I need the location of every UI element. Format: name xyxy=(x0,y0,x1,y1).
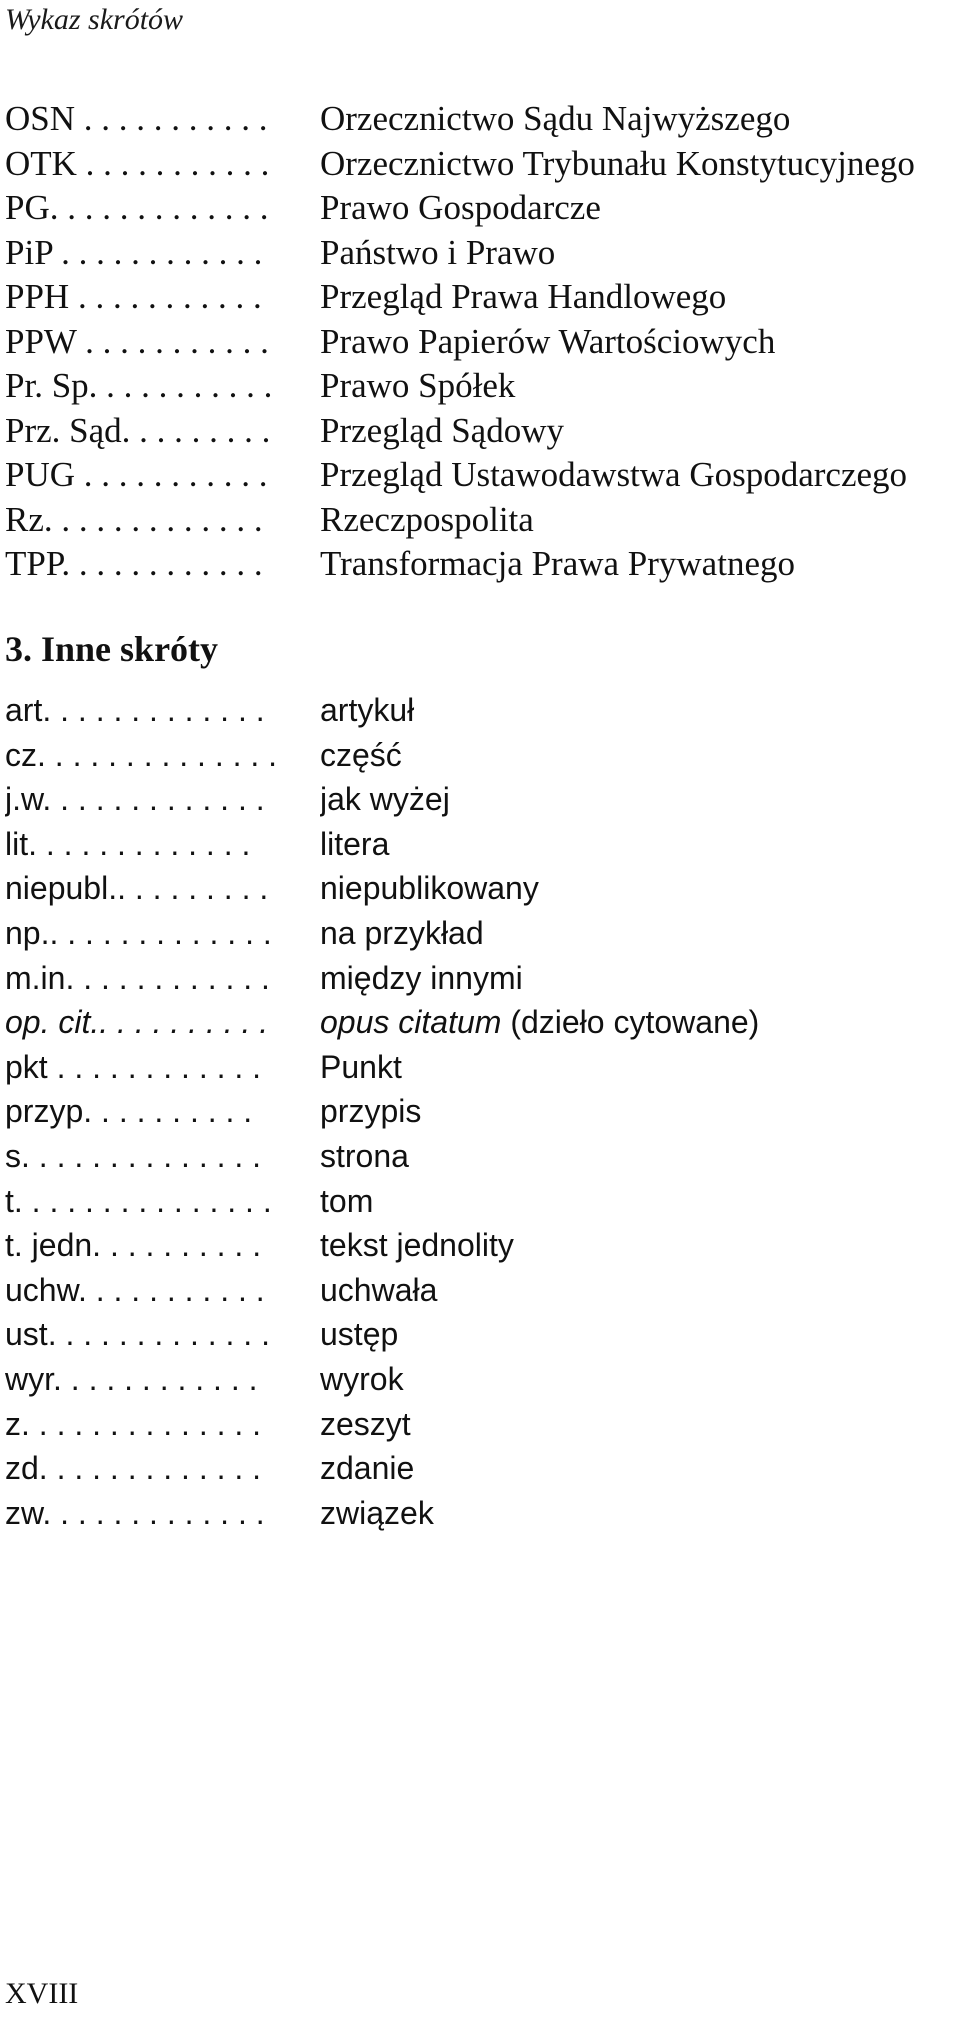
abbreviation: Pr. Sp. . . . . . . . . . . xyxy=(5,366,273,405)
abbreviation-meaning: ustęp xyxy=(320,1316,399,1353)
abbreviation-meaning: tom xyxy=(320,1182,374,1219)
abbreviation: Rz. . . . . . . . . . . . . xyxy=(5,499,263,539)
abbreviation-meaning xyxy=(320,1000,955,1045)
list-item xyxy=(5,142,955,187)
list-item xyxy=(5,498,955,543)
abbreviation-meaning: litera xyxy=(320,825,390,862)
list-item xyxy=(5,1491,955,1536)
other-abbreviations-list xyxy=(5,688,955,1535)
page-number: XVIII xyxy=(5,1977,79,2010)
list-item xyxy=(5,956,955,1001)
list-item xyxy=(5,231,955,276)
latin-term-translation: (dzieło cytowane) xyxy=(501,1004,760,1041)
abbreviation-meaning: strona xyxy=(320,1137,409,1174)
abbreviation: t. . . . . . . . . . . . . . . xyxy=(5,1182,272,1219)
abbreviation: PUG . . . . . . . . . . . xyxy=(5,455,268,494)
list-item xyxy=(5,1223,955,1268)
abbreviation: PPH . . . . . . . . . . . xyxy=(5,277,262,316)
section-heading: 3. Inne skróty xyxy=(5,629,219,669)
abbreviation-meaning: Przegląd Sądowy xyxy=(320,410,564,450)
abbreviation-meaning: przypis xyxy=(320,1093,422,1130)
list-item xyxy=(5,733,955,778)
abbreviation-meaning: część xyxy=(320,736,402,773)
list-item xyxy=(5,97,955,142)
abbreviation: art. . . . . . . . . . . . . xyxy=(5,692,265,728)
abbreviation: TPP. . . . . . . . . . . . xyxy=(5,544,263,583)
abbreviation: PG. . . . . . . . . . . . . xyxy=(5,188,269,227)
abbreviation-meaning: związek xyxy=(320,1494,434,1531)
abbreviation: j.w. . . . . . . . . . . . . xyxy=(5,781,265,818)
abbreviation: s. . . . . . . . . . . . . . xyxy=(5,1137,262,1174)
list-item xyxy=(5,688,955,733)
list-item xyxy=(5,1045,955,1090)
list-item xyxy=(5,275,955,320)
journal-abbreviations-list xyxy=(5,97,955,587)
list-item xyxy=(5,1312,955,1357)
abbreviation: Prz. Sąd. . . . . . . . . xyxy=(5,410,271,450)
abbreviation-meaning: Prawo Papierów Wartościowych xyxy=(320,321,776,361)
abbreviation-meaning: zeszyt xyxy=(320,1405,411,1442)
abbreviation: niepubl.. . . . . . . . . xyxy=(5,870,269,907)
list-item xyxy=(5,777,955,822)
abbreviation: zd. . . . . . . . . . . . . xyxy=(5,1450,262,1487)
abbreviation: OSN . . . . . . . . . . . xyxy=(5,99,268,138)
abbreviation-meaning: zdanie xyxy=(320,1450,415,1487)
list-item xyxy=(5,542,955,587)
list-item xyxy=(5,320,955,365)
list-item xyxy=(5,1446,955,1491)
abbreviation: t. jedn. . . . . . . . . . xyxy=(5,1227,262,1264)
abbreviation: lit. . . . . . . . . . . . . xyxy=(5,825,251,862)
abbreviation: z. . . . . . . . . . . . . . xyxy=(5,1405,262,1442)
abbreviation: przyp. . . . . . . . . . xyxy=(5,1093,253,1130)
abbreviation-meaning: Państwo i Prawo xyxy=(320,232,556,272)
abbreviation-meaning: między innymi xyxy=(320,959,523,996)
abbreviation: wyr. . . . . . . . . . . . xyxy=(5,1360,258,1397)
list-item xyxy=(5,1089,955,1134)
abbreviation: zw. . . . . . . . . . . . . xyxy=(5,1494,265,1531)
list-item xyxy=(5,866,955,911)
list-item xyxy=(5,1000,955,1045)
list-item xyxy=(5,911,955,956)
abbreviation-meaning: Prawo Gospodarcze xyxy=(320,188,601,227)
list-item xyxy=(5,409,955,454)
abbreviation: op. cit.. . . . . . . . . . xyxy=(5,1004,269,1041)
latin-term: opus citatum xyxy=(320,1004,502,1041)
abbreviation-meaning: wyrok xyxy=(320,1360,404,1397)
abbreviation-meaning: Przegląd Ustawodawstwa Gospodarczego xyxy=(320,455,908,494)
abbreviation-meaning: Prawo Spółek xyxy=(320,366,516,405)
abbreviation: m.in. . . . . . . . . . . . xyxy=(5,959,270,996)
abbreviation-meaning: Rzeczpospolita xyxy=(320,499,534,539)
abbreviation-meaning: na przykład xyxy=(320,914,484,951)
list-item xyxy=(5,1179,955,1224)
list-item xyxy=(5,822,955,867)
list-item xyxy=(5,364,955,409)
abbreviation-meaning: Orzecznictwo Trybunału Konstytucyjnego xyxy=(320,143,915,183)
abbreviation-meaning: Przegląd Prawa Handlowego xyxy=(320,277,727,316)
abbreviation: uchw. . . . . . . . . . . xyxy=(5,1271,265,1308)
list-item xyxy=(5,1134,955,1179)
abbreviation: cz. . . . . . . . . . . . . . xyxy=(5,736,278,773)
list-item xyxy=(5,1268,955,1313)
abbreviation-meaning: Orzecznictwo Sądu Najwyższego xyxy=(320,99,791,138)
abbreviation: np.. . . . . . . . . . . . . xyxy=(5,914,272,951)
abbreviation-meaning: niepublikowany xyxy=(320,870,539,907)
abbreviation: PPW . . . . . . . . . . . xyxy=(5,321,269,361)
list-item xyxy=(5,453,955,498)
list-item xyxy=(5,186,955,231)
abbreviation: pkt . . . . . . . . . . . . xyxy=(5,1048,262,1085)
list-item xyxy=(5,1357,955,1402)
abbreviation: PiP . . . . . . . . . . . . xyxy=(5,232,263,272)
abbreviation-meaning: jak wyżej xyxy=(320,781,450,818)
list-item xyxy=(5,1402,955,1447)
abbreviation-meaning: Punkt xyxy=(320,1048,402,1085)
abbreviation-meaning: Transformacja Prawa Prywatnego xyxy=(320,544,795,583)
abbreviation-meaning: artykuł xyxy=(320,692,415,728)
abbreviation-meaning: uchwała xyxy=(320,1271,438,1308)
running-header: Wykaz skrótów xyxy=(5,3,184,36)
abbreviation-meaning: tekst jednolity xyxy=(320,1227,514,1264)
abbreviation: OTK . . . . . . . . . . . xyxy=(5,143,270,183)
abbreviation: ust. . . . . . . . . . . . . xyxy=(5,1316,270,1353)
